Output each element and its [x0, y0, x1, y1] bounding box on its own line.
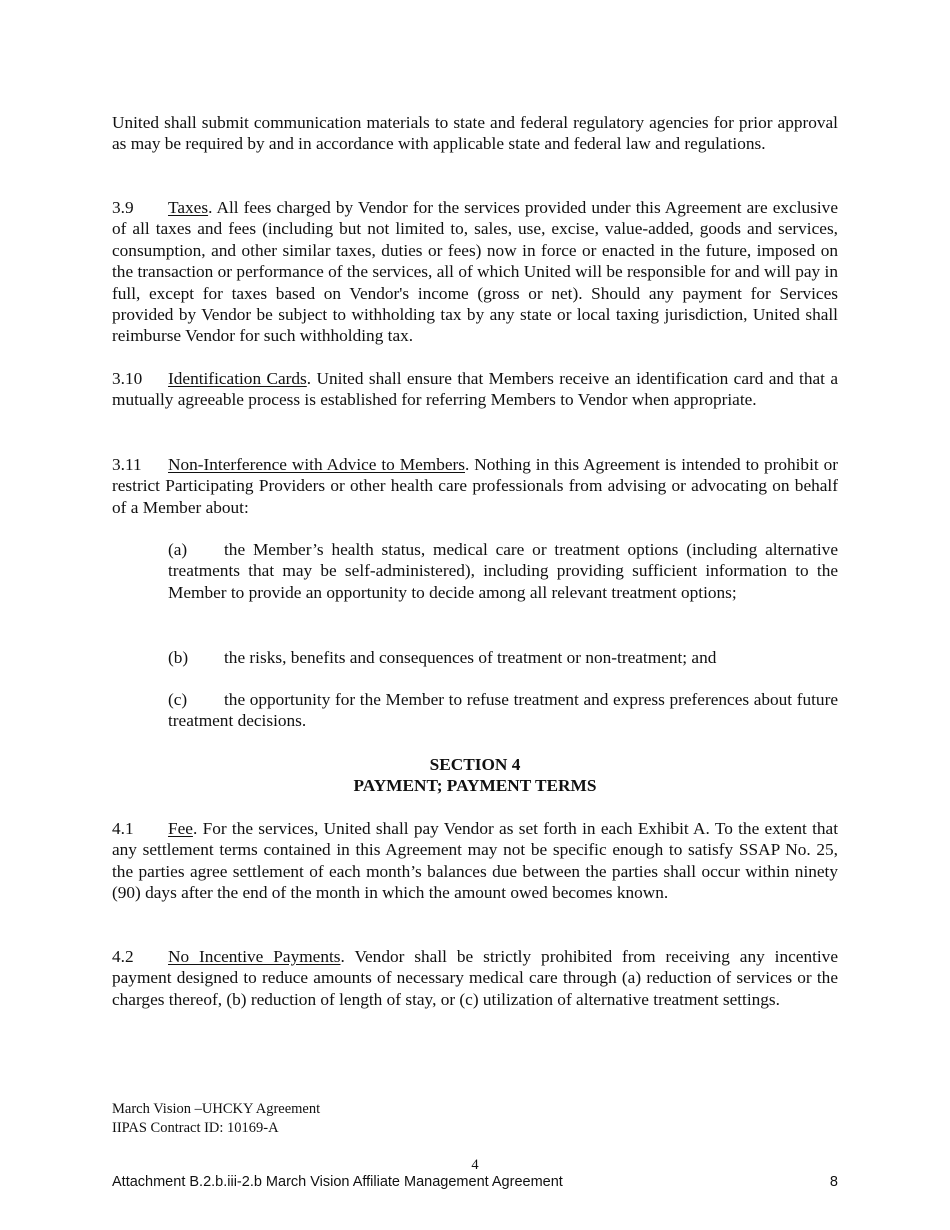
section-number: 4.2 — [112, 947, 134, 966]
section-3-9 — [112, 197, 838, 347]
item-text: the opportunity for the Member to refuse treatment and express preferences about future treatment decisions. — [168, 690, 838, 731]
section-number: 3.9 — [112, 198, 134, 217]
item-label: (b) — [168, 648, 189, 667]
section-title: Non-Interference with Advice to Members — [168, 455, 465, 474]
section-body: . Vendor shall be strictly prohibited from receiving any incentive payment designed to reduce amounts of necessary medical care through (a) reduction of services or the charges thereof, (b) reduction of length of stay, or (c) utilization of alternative treatment settings. — [112, 947, 838, 1009]
heading-line-2: PAYMENT; PAYMENT TERMS — [353, 776, 597, 796]
footer-contract-id: IIPAS Contract ID: 10169-A — [112, 1120, 279, 1136]
heading-line-1: SECTION 4 — [429, 755, 521, 774]
section-body: . Nothing in this Agreement is intended to prohibit or restrict Participating Providers or other health care professionals from advising or advocating on behalf of a Member about: — [112, 455, 838, 517]
list-item-a — [168, 539, 838, 603]
section-body: . For the services, United shall pay Vendor as set forth in each Exhibit A. To the extent that any settlement terms contained in this Agreement may not be specific enough to satisfy SSAP No. 25, the parties agree settlement of each month’s balances due between the parties shall occur within ninety (90) days after the end of the month in which the amount owed becomes known. — [112, 819, 838, 903]
section-number: 3.11 — [112, 455, 142, 474]
section-title: Fee — [168, 819, 193, 838]
intro-paragraph: United shall submit communication materials to state and federal regulatory agencies for prior approval as may be required by and in accordance with applicable state and federal law and regulations. — [112, 113, 838, 154]
attachment-title: Attachment B.2.b.iii-2.b March Vision Affiliate Management Agreement — [112, 1174, 563, 1190]
section-4-2 — [112, 946, 838, 1010]
attachment-footer — [112, 1173, 838, 1191]
list-item-c — [168, 689, 838, 732]
attachment-page-number: 8 — [829, 1174, 838, 1190]
item-text: the Member’s health status, medical care or treatment options (including alternative treatments that may be self-administered), including providing sufficient information to the Member to provide an opportunity to decide among all relevant treatment options; — [168, 540, 838, 602]
section-number: 3.10 — [112, 369, 143, 388]
section-4-heading — [112, 754, 838, 797]
section-number: 4.1 — [112, 819, 134, 838]
footer-agreement-info — [112, 1100, 320, 1138]
item-label: (a) — [168, 540, 188, 559]
page-number: 4 — [471, 1157, 479, 1173]
section-body: . All fees charged by Vendor for the services provided under this Agreement are exclusive of all taxes and fees (including but not limited to, sales, use, excise, value-added, goods and services, consumption, and other similar taxes, duties or fees) now in force or enacted in the future, imposed on the transaction or performance of the services, all of which United will be responsible for and will pay in full, except for taxes based on Vendor's income (gross or net). Should any payment for Services provided by Vendor be subject to withholding tax by any state or local taxing jurisdiction, United shall reimburse Vendor for such withholding tax. — [112, 198, 838, 346]
item-text: the risks, benefits and consequences of treatment or non-treatment; and — [224, 648, 717, 667]
section-title: No Incentive Payments — [168, 947, 341, 966]
list-item-b — [168, 647, 838, 668]
footer-agreement-name: March Vision –UHCKY Agreement — [112, 1101, 321, 1117]
section-title: Taxes — [168, 198, 209, 217]
item-label: (c) — [168, 690, 188, 709]
section-title: Identification Cards — [168, 369, 307, 388]
section-4-1 — [112, 818, 838, 904]
section-body: . United shall ensure that Members receive an identification card and that a mutually agreeable process is established for referring Members to Vendor when appropriate. — [112, 369, 839, 410]
section-3-10 — [112, 368, 838, 411]
section-3-11 — [112, 454, 838, 518]
